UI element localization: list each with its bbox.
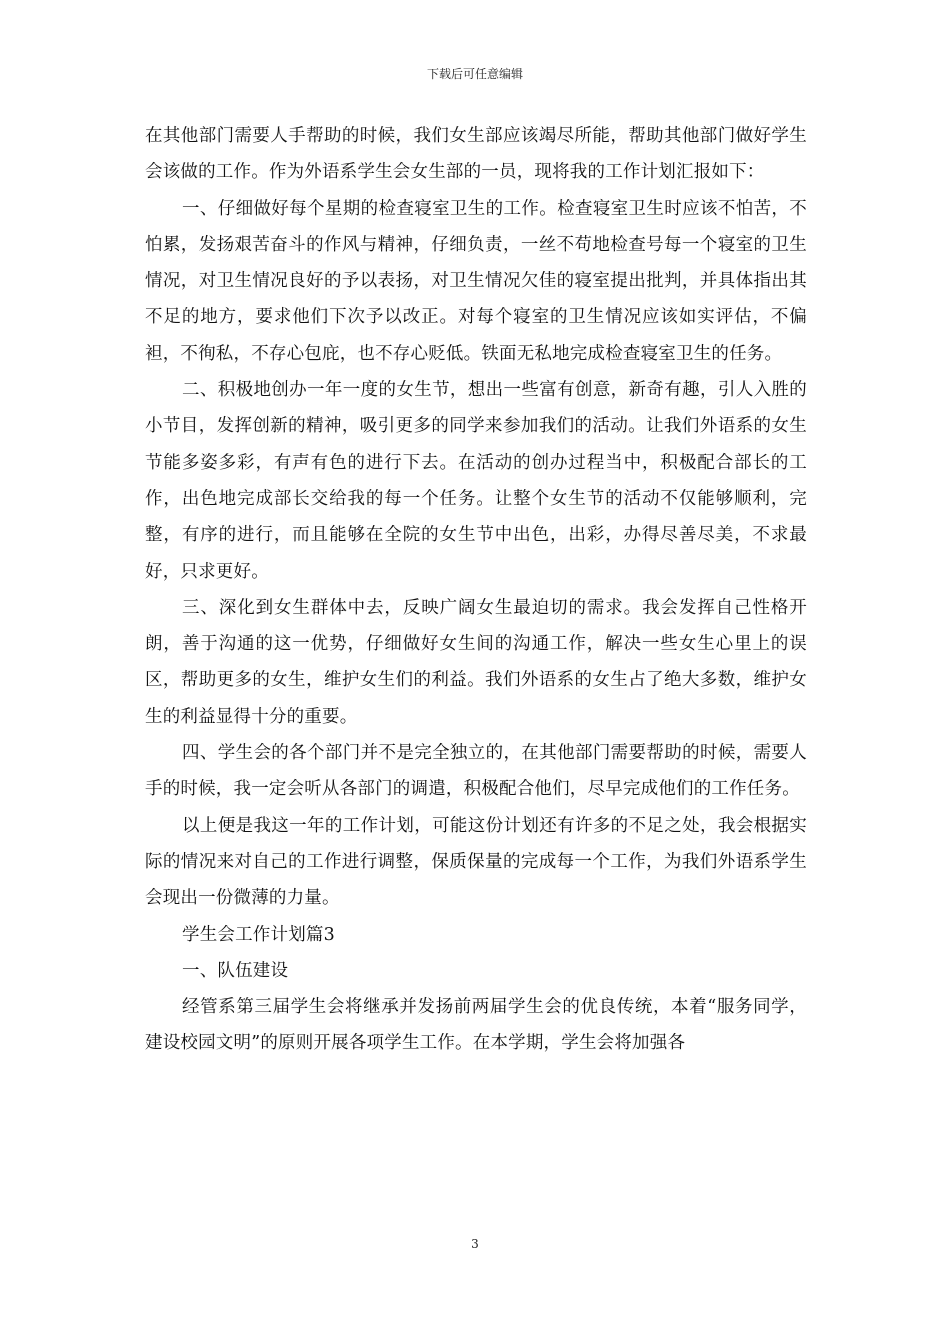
paragraph-item-1: 一、仔细做好每个星期的检查寝室卫生的工作。检查寝室卫生时应该不怕苦，不怕累，发扬艰苦奋斗的作风与精神，仔细负责，一丝不苟地检查号每一个寝室的卫生情况，对卫生情况良好的予以表扬，对卫生情况欠佳的寝室提出批判，并具体指出其不足的地方，要求他们下次予以改正。对每个寝室的卫生情况应该如实评估，不偏袒，不徇私，不存心包庇，也不存心贬低。铁面无私地完成检查寝室卫生的任务。 (145, 198, 807, 364)
paragraph-team-building: 经管系第三届学生会将继承并发扬前两届学生会的优良传统，本着“服务同学，建设校园文明”的原则开展各项学生工作。在本学期，学生会将加强各 (145, 997, 807, 1054)
section-heading: 学生会工作计划篇3 (182, 924, 335, 945)
paragraph-intro: 在其他部门需要人手帮助的时候，我们女生部应该竭尽所能，帮助其他部门做好学生会该做的工作。作为外语系学生会女生部的一员，现将我的工作计划汇报如下： (145, 126, 807, 183)
page-number: 3 (471, 1237, 479, 1251)
paragraph-item-4: 四、学生会的各个部门并不是完全独立的，在其他部门需要帮助的时候，需要人手的时候，我一定会听从各部门的调遣，积极配合他们，尽早完成他们的工作任务。 (145, 743, 807, 800)
paragraph-conclusion: 以上便是我这一年的工作计划，可能这份计划还有许多的不足之处，我会根据实际的情况来对自己的工作进行调整，保质保量的完成每一个工作，为我们外语系学生会现出一份微薄的力量。 (145, 815, 807, 909)
subsection-heading: 一、队伍建设 (182, 960, 289, 981)
paragraph-item-3: 三、深化到女生群体中去，反映广阔女生最迫切的需求。我会发挥自己性格开朗，善于沟通的这一优势，仔细做好女生间的沟通工作，解决一些女生心里上的误区，帮助更多的女生，维护女生们的利益。我们外语系的女生占了绝大多数，维护女生的利益显得十分的重要。 (145, 597, 807, 727)
document-body (145, 118, 807, 1062)
page-header: 下载后可任意编辑 (426, 67, 523, 81)
paragraph-item-2: 二、积极地创办一年一度的女生节，想出一些富有创意，新奇有趣，引人入胜的小节目，发挥创新的精神，吸引更多的同学来参加我们的活动。让我们外语系的女生节能多姿多彩，有声有色的进行下去。在活动的创办过程当中，积极配合部长的工作，出色地完成部长交给我的每一个任务。让整个女生节的活动不仅能够顺利，完整，有序的进行，而且能够在全院的女生节中出色，出彩，办得尽善尽美，不求最好，只求更好。 (145, 380, 807, 582)
